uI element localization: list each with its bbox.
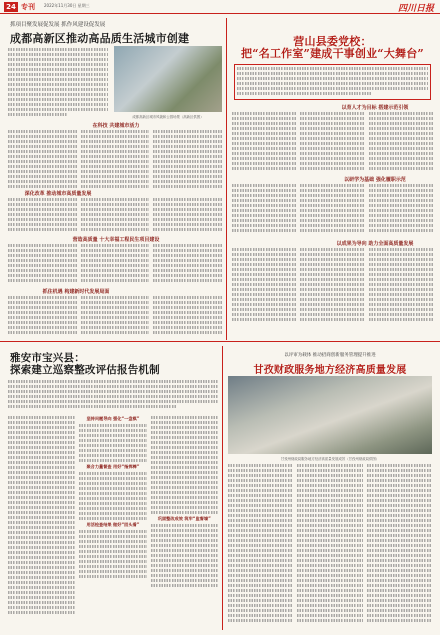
subhead-3: 以成果为导向 助力全面高质量发展	[336, 241, 414, 247]
body-block-4	[8, 296, 222, 336]
issue-date: 2022年11月30日 星期三	[44, 3, 90, 8]
subhead-3: 营造高质量 十大幸福工程民生项目建设	[72, 237, 160, 243]
body-block-1	[232, 112, 433, 172]
article-photo	[114, 46, 222, 112]
page-header	[0, 0, 440, 14]
subhead-2: 深化改革 推动城市高质量发展	[24, 191, 92, 197]
subhead-1: 坚持问题导向 强化“一盘棋”	[86, 416, 140, 421]
paper-logo: 四川日报	[397, 4, 434, 14]
article-title: 成都高新区推动高品质生活城市创建	[10, 32, 190, 45]
body-block-1	[8, 130, 222, 190]
body-columns	[228, 464, 432, 624]
column-divider-bottom	[222, 346, 223, 630]
column-divider-top	[226, 18, 227, 340]
article-yingshan	[230, 18, 435, 340]
body-block-3	[232, 248, 433, 323]
subhead-3: 用活检查结果 做好“回头看”	[86, 522, 140, 527]
subhead-2: 以研学为基础 强化履职示范	[344, 177, 406, 183]
horizontal-divider	[0, 341, 440, 342]
article-title: 营山县委党校： 把“名工作室”建成干事创业“大舞台”	[241, 35, 424, 60]
article-title: 甘孜财政服务地方经济高质量发展	[253, 365, 407, 376]
page-number: 24	[4, 2, 18, 12]
article-title: 雅安市宝兴县： 探索建立巡察整改评估报告机制	[10, 352, 160, 376]
body-block-2	[8, 198, 222, 233]
article-kicker: 以评审为载体 推动招商创新服务管理提升推进	[284, 353, 376, 358]
subhead-4: 巩固整改成效 筑牢“监督墙”	[157, 516, 211, 521]
article-ganzi	[226, 346, 434, 630]
subhead-4: 抓住机遇 构建新时代发展局面	[42, 289, 110, 295]
subhead-2: 聚合力量督查 用好“指挥棒”	[86, 464, 140, 469]
body-block-3	[8, 244, 222, 284]
article-baoxing	[6, 346, 220, 630]
lead-text	[8, 48, 108, 118]
body-block-2	[232, 184, 433, 234]
article-gaoxin	[6, 18, 224, 340]
article-photo	[228, 376, 432, 454]
body-columns	[8, 416, 218, 616]
section-label: 专刊	[21, 3, 35, 11]
lead-text	[8, 380, 218, 410]
subhead-1: 在科技 共建城市活力	[92, 123, 140, 129]
lead-box	[234, 64, 431, 100]
article-kicker: 抓项目聚发展促发展 抓作风建设促发展	[10, 22, 106, 28]
photo-caption: 甘孜州财政局服务地方经济高质量发展成效（甘孜州财政局供图）	[280, 457, 380, 461]
subhead-1: 以育人才为目标 搭建示范引领	[341, 105, 409, 111]
photo-caption: 成都高新区城市风貌和公园场景（高新区供图）	[132, 115, 204, 119]
